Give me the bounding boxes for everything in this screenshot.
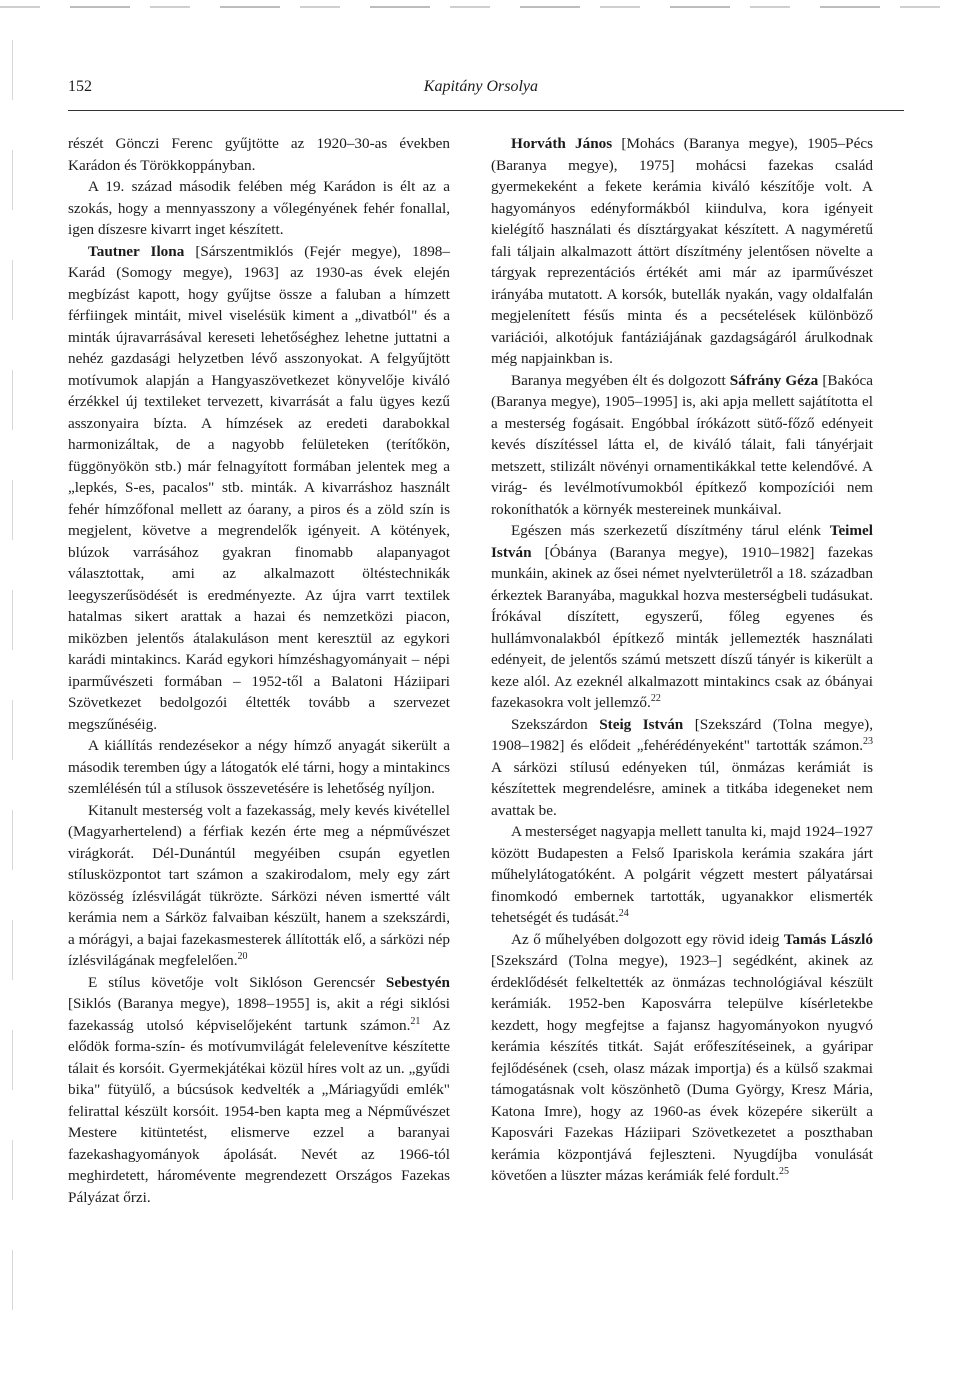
paragraph bbox=[491, 520, 873, 714]
right-column bbox=[491, 133, 873, 1187]
paragraph bbox=[68, 241, 450, 736]
paragraph-text: Szekszárdon bbox=[511, 715, 600, 733]
paragraph bbox=[68, 972, 450, 1209]
page-header bbox=[68, 78, 538, 106]
scan-edge-top bbox=[0, 6, 960, 8]
paragraph bbox=[491, 133, 873, 370]
paragraph-text: A sárközi stílusú edényeken túl, önmázas kerámiát is készítettek megrendelésre, aminek a titkába idegeneket nem avattak be. bbox=[491, 758, 873, 819]
paragraph bbox=[491, 370, 873, 521]
paragraph-text: [Szekszárd (Tolna megye), 1923–] segédként, akinek az érdeklődését felkeltették az önmázas technológiával készült kerámiák. 1952-ben Kaposvárra települve kísérletekbe kezdett, hogy megfejtse a fajansz hagyományokon nyugvó kerámia készítés titkát. Saját erőfeszítéseinek, a gyáripar fejlődésének (cseh, olasz mázak importja) és a külső szakmai támogatásnak volt köszönhetõ (Duma György, Kresz Mária, Katona Imre), hogy az 1960-as évek közepére sikerült a Kaposvári Fazekas Háziipari Szövetkezetet a poszthaban kerámia központjává fejleszteni. Nyugdíjba vonulását követően a lüszter mázas kerámiák felé fordult. bbox=[491, 952, 873, 1184]
person-name: Tautner Ilona bbox=[88, 242, 185, 260]
paragraph-text: [Siklós (Baranya megye), 1898–1955] is, akit a régi siklósi fazekasság utolsó képviselőjeként tartunk számon. bbox=[68, 995, 450, 1034]
footnote-ref: 21 bbox=[410, 1015, 421, 1027]
paragraph bbox=[491, 821, 873, 929]
paragraph bbox=[491, 714, 873, 822]
paragraph-text: Kitanult mesterség volt a fazekasság, mely kevés kivétellel (Magyarhertelend) a férfiak kezén érte meg a népművészet virágkorát. Dél-Dunántúl megyéiben csupán egyetlen stílusközpontot tart számon a szakirodalom, mely egy zárt közösség ízlésvilágát tükrözte. Sárközi néven ismertté vált kerámia nem a Sárköz falvaiban készült, hanem a szekszárdi, a mórágyi, a bajai fazekasmesterek állították elő, a sárközi nép ízlésvilágának megfelelően. bbox=[68, 801, 450, 969]
paragraph bbox=[68, 735, 450, 800]
left-column bbox=[68, 133, 450, 1208]
footnote-ref: 23 bbox=[863, 736, 873, 747]
paragraph bbox=[68, 800, 450, 972]
paragraph bbox=[491, 929, 873, 1187]
paragraph-text: [Óbánya (Baranya megye), 1910–1982] fazekas munkáin, akinek az ősei német nyelvterületről a 18. században érkeztek Baranyába, magukkal hozva mesterségbeli tudásukat. Írókával díszített, egyszerű, főleg egyenes és hullámvonalakból építkező minták jellemezték használati edényeit, de jelentős számú metszett díszű tányér is kikerült a keze alól. Az ezeknél alkalmazott mintakincs csak az óbányai fazekasokra volt jellemző. bbox=[491, 543, 873, 711]
person-name: Steig István bbox=[599, 715, 684, 733]
paragraph-text: A mesterséget nagyapja mellett tanulta ki, majd 1924–1927 között Budapesten a Felső Ipariskola kerámia szakára járt műhelylátogatóként. A polgárit végzett mestert pályatársai finomkodó embernek tartották, ugyanakkor elismerték tehetségét és tudását. bbox=[491, 823, 873, 926]
paragraph-text: [Mohács (Baranya megye), 1905–Pécs (Baranya megye), 1975] mohácsi fazekas család gyermekeként a fekete kerámia kiváló készítője volt. A hagyományos edényformákból kiindulva, kora igényeit kielégítő használati és dísztárgyakat készített. A nagyméretű fali táljain alkalmazott áttört díszítmény jelentősen növelte a tárgyak reprezentációs értékét ami már az iparművészet irányába mutatott. A korsók, butellák nyakán, vagy oldalfalán megjelenített fésűs minta és a pecsételések különböző variációi, alkotójuk fantáziájának gazdagságáról árulkodnak még napjainkban is. bbox=[491, 135, 873, 367]
paragraph-text: A 19. század második felében még Karádon is élt az a szokás, hogy a mennyasszony a vőlegényének fehér fonallal, igen díszesre kivarrt inget készített. bbox=[68, 178, 450, 238]
paragraph-text: [Szekszárd (Tolna megye), 1908–1982] és elődeit „fehérédényeként" tartották számon. bbox=[491, 715, 873, 754]
header-rule bbox=[68, 110, 904, 111]
paragraph-text: A kiállítás rendezésekor a négy hímző anyagát sikerült a második teremben úgy a látogatók elé tárni, hogy a mintakincs szemlélésén túl a stílusok összevetésére is lehetőség nyíljon. bbox=[68, 737, 450, 797]
running-title: Kapitány Orsolya bbox=[423, 78, 538, 95]
person-name: Sebestyén bbox=[385, 973, 450, 991]
footnote-ref: 22 bbox=[650, 693, 661, 704]
person-name: Teimel István bbox=[491, 522, 874, 561]
person-name: Tamás László bbox=[783, 930, 873, 948]
paragraph-text: [Bakóca (Baranya megye), 1905–1995] is, aki apja mellett sajátította el a mesterség fogásait. Engóbbal írókázott sütő-főző edényeit kevés díszítéssel látta el, de kiváló tálait, fali tányérjait metszett, stilizált növényi ornamentikákkal tette kelendővé. A virág- és levélmotívumokból építkező kompozíciói nem rokoníthatók a környék mestereinek munkáival. bbox=[491, 371, 873, 518]
paragraph-text: Baranya megyében élt és dolgozott bbox=[511, 371, 730, 389]
paragraph-text: Az elődök forma-szín- és motívumvilágát felelevenítve készítette tálait és korsóit. Gyermekjátékai közül híres volt az un. „gyűdi bika" fütyülő, a búcsúsok kedvelték a „Máriagyűdi emlék" felirattal készült korsóit. 1954-ben kapta meg a Népművészet Mestere kitüntetést, elismerve ezzel a baranyai fazekashagyományok ápolását. Nevét az 1966-tól meghirdetett, háromévente megrendezett Országos Fazekas Pályázat őrzi. bbox=[68, 1016, 450, 1206]
footnote-ref: 24 bbox=[618, 908, 629, 919]
page-number: 152 bbox=[68, 78, 92, 95]
scan-edge-left bbox=[12, 40, 13, 1340]
footnote-ref: 20 bbox=[237, 951, 248, 962]
footnote-ref: 25 bbox=[779, 1166, 790, 1177]
person-name: Horváth János bbox=[511, 135, 613, 152]
paragraph-text: Az ő műhelyében dolgozott egy rövid ideig bbox=[511, 930, 784, 948]
paragraph-text: [Sárszentmiklós (Fejér megye), 1898–Karád (Somogy megye), 1963] az 1930-as évek elején megbízást kapott, hogy gyűjtse össze a faluban a hímzett férfiingek mintáit, mivel viselésük kiment a „divatból" és a minták újravarrásával kereseti lehetőséghez lehetne juttatni a nehéz gazdasági helyzetben lévő asszonyokat. A felgyűjtött motívumok alapján a Hangyaszövetkezet könyvelője kiváló érzékkel új textileket tervezett, kivarrását a falu ügyes kezű asszonyaira bízta. A hímzések az eredeti darabokkal harmonizáltak, de a nagyobb felületeken (terítőkön, függönyökön stb.) már felnagyított formában jelentek meg a „lepkés, S-es, pacalos" stb. minták. A kivarráshoz használt fehér hímzőfonal mellett az óarany, a piros és a zöld szín is megjelent, követve a megrendelők igényeit. A kötények, blúzok varrásához gyakran finomabb alapanyagot választottak, ami az alkalmazott öltéstechnikák leegyszerűsödését is eredményezte. Az újra varrt textilek hatalmas sikert arattak a hazai és nemzetközi piacon, miközben jelentős átalakuláson ment keresztül az egykori karádi mintakincs. Karád egykori hímzéshagyományait – népi iparművészeti formában – 1952-től a Balatoni Háziipari Szövetkezet bedolgozói éltették tovább a szervezet megszűnéséig. bbox=[68, 242, 450, 733]
paragraph-text: részét Gönczi Ferenc gyűjtötte az 1920–30-as években Karádon és Törökkoppányban. bbox=[68, 135, 450, 174]
paragraph-text: E stílus követője volt Siklóson Gerencsér bbox=[88, 973, 386, 991]
paragraph-text: Egészen más szerkezetű díszítmény tárul elénk bbox=[511, 522, 821, 539]
paragraph bbox=[68, 176, 450, 241]
paragraph bbox=[68, 133, 450, 176]
person-name: Sáfrány Géza bbox=[729, 371, 819, 389]
